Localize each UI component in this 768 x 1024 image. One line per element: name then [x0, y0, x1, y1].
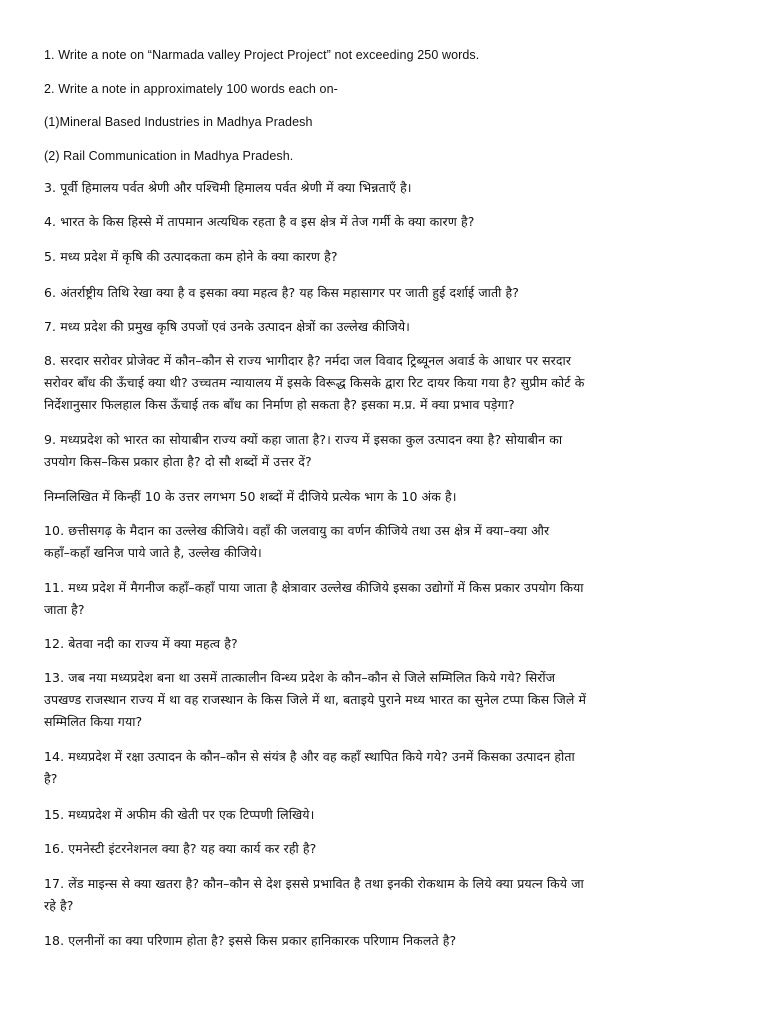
question-line: निम्नलिखित में किन्हीं 10 के उत्तर लगभग 50 शब्दों में दीजिये प्रत्येक भाग के 10 अंक है।	[44, 489, 457, 504]
question-line: 7. मध्य प्रदेश की प्रमुख कृषि उपजों एवं उनके उत्पादन क्षेत्रों का उल्लेख कीजिये।	[44, 319, 411, 334]
question-line: जाता है?	[44, 602, 85, 617]
question-9	[44, 429, 724, 473]
section-instruction	[44, 486, 724, 508]
question-4	[44, 211, 724, 233]
question-line: निर्देशानुसार फिलहाल किस ऊँचाई तक बाँध का निर्माण हो सकता है? इसका म.प्र. में क्या प्रभाव पड़ेगा?	[44, 397, 515, 412]
question-line: 3. पूर्वी हिमालय पर्वत श्रेणी और पश्चिमी हिमालय पर्वत श्रेणी में क्या भिन्नताएँ है।	[44, 180, 412, 195]
question-line: 5. मध्य प्रदेश में कृषि की उत्पादकता कम होने के क्या कारण है?	[44, 249, 338, 264]
question-line: 18. एलनीनों का क्या परिणाम होता है? इससे किस प्रकार हानिकारक परिणाम निकलते है?	[44, 933, 457, 948]
question-16	[44, 838, 724, 860]
question-line: कहाँ–कहाँ खनिज पाये जाते है, उल्लेख कीजिये।	[44, 545, 262, 560]
question-2-part-2	[44, 145, 724, 167]
question-12	[44, 633, 724, 655]
question-15	[44, 804, 724, 826]
question-14	[44, 746, 724, 790]
question-13	[44, 667, 724, 733]
question-1	[44, 44, 724, 66]
question-line: 12. बेतवा नदी का राज्य में क्या महत्व है?	[44, 636, 238, 651]
question-2	[44, 78, 724, 100]
question-7	[44, 316, 724, 338]
question-line: 6. अंतर्राष्ट्रीय तिथि रेखा क्या है व इसका क्या महत्व है? यह किस महासागर पर जाती हुई दर्शाई जाती है?	[44, 285, 519, 300]
question-line: 15. मध्यप्रदेश में अफीम की खेती पर एक टिप्पणी लिखिये।	[44, 807, 315, 822]
question-5	[44, 246, 724, 268]
question-11	[44, 577, 724, 621]
question-line: 11. मध्य प्रदेश में मैगनीज कहाँ–कहाँ पाया जाता है क्षेत्रावार उल्लेख कीजिये इसका उद्योगों में किस प्रकार उपयोग किया	[44, 580, 584, 595]
question-line: उपयोग किस–किस प्रकार होता है? दो सौ शब्दों में उत्तर दें?	[44, 454, 312, 469]
question-line: 1. Write a note on “Narmada valley Project Project” not exceeding 250 words.	[44, 48, 480, 62]
question-line: 17. लेंड माइन्स से क्या खतरा है? कौन–कौन से देश इससे प्रभावित है तथा इनकी रोकथाम के लिये क्या प्रयत्न किये जा	[44, 876, 584, 891]
question-line: (2) Rail Communication in Madhya Pradesh.	[44, 149, 294, 163]
question-line: 10. छत्तीसगढ़ के मैदान का उल्लेख कीजिये। वहाँ की जलवायु का वर्णन कीजिये तथा उस क्षेत्र में क्या–क्या और	[44, 523, 550, 538]
question-line: है?	[44, 771, 58, 786]
question-17	[44, 873, 724, 917]
question-line: 13. जब नया मध्यप्रदेश बना था उसमें तात्कालीन विन्ध्य प्रदेश के कौन–कौन से जिले सम्मिलित किये गये? सिरोंज	[44, 670, 556, 685]
question-line: सम्मिलित किया गया?	[44, 714, 143, 729]
question-10	[44, 520, 724, 564]
question-line: उपखण्ड राजस्थान राज्य में था वह राजस्थान के किस जिले में था, बताइये पुराने मध्य भारत का सुनेल टप्पा किस जिले में	[44, 692, 587, 707]
question-line: 2. Write a note in approximately 100 words each on-	[44, 82, 338, 96]
question-line: 4. भारत के किस हिस्से में तापमान अत्यधिक रहता है व इस क्षेत्र में तेज गर्मी के क्या कारण है?	[44, 214, 475, 229]
question-line: 8. सरदार सरोवर प्रोजेक्ट में कौन–कौन से राज्य भागीदार है? नर्मदा जल विवाद ट्रिब्यूनल अवार्ड के आधार पर सरदार	[44, 353, 572, 368]
question-line: सरोवर बाँध की ऊँचाई क्या थी? उच्चतम न्यायालय में इसके विरूद्ध किसके द्वारा रिट दायर किया गया है? सुप्रीम कोर्ट के	[44, 375, 585, 390]
question-line: 14. मध्यप्रदेश में रक्षा उत्पादन के कौन–कौन से संयंत्र है और वह कहाँ स्थापित किये गये? उनमें किसका उत्पादन होता	[44, 749, 575, 764]
question-line: 9. मध्यप्रदेश को भारत का सोयाबीन राज्य क्यों कहा जाता है?। राज्य में इसका कुल उत्पादन क्या है? सोयाबीन का	[44, 432, 563, 447]
question-line: रहे है?	[44, 898, 74, 913]
question-6	[44, 282, 724, 304]
question-line: (1)Mineral Based Industries in Madhya Pradesh	[44, 115, 313, 129]
question-2-part-1	[44, 111, 724, 133]
question-3	[44, 177, 724, 199]
question-8	[44, 350, 724, 416]
question-18	[44, 930, 724, 952]
question-line: 16. एमनेस्टी इंटरनेशनल क्या है? यह क्या कार्य कर रही है?	[44, 841, 317, 856]
